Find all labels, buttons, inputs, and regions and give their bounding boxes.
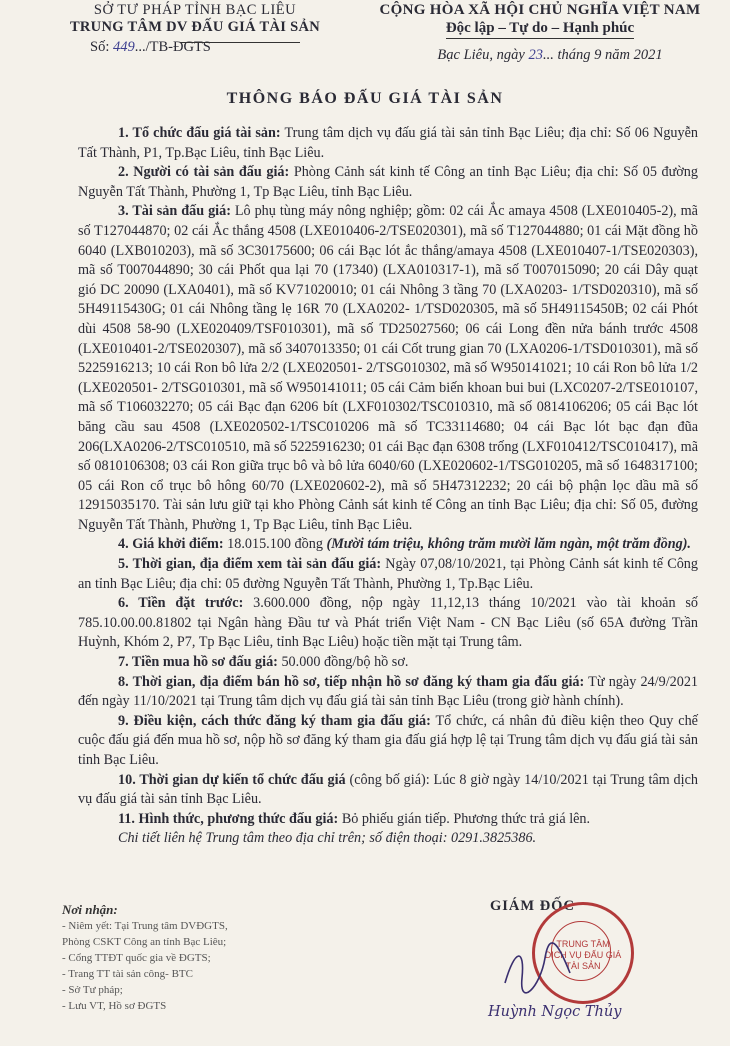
document-header <box>0 2 730 72</box>
item-4-amount-words: (Mười tám triệu, không trăm mười lăm ngàn, một trăm đồng). <box>326 536 691 553</box>
item-11 <box>78 810 698 830</box>
document-body <box>78 124 698 849</box>
item-3-label: 3. Tài sản đấu giá: <box>118 203 231 220</box>
recipient-line: - Lưu VT, Hồ sơ ĐGTS <box>62 1000 167 1012</box>
item-4-text: 18.015.100 đồng <box>223 536 327 553</box>
signature-scrawl <box>500 938 580 998</box>
item-11-label: 11. Hình thức, phương thức đấu giá: <box>118 810 339 827</box>
nation-name: CỘNG HÒA XÃ HỘI CHỦ NGHĨA VIỆT NAM <box>379 2 701 18</box>
item-7-text: 50.000 đồng/bộ hồ sơ. <box>277 654 409 671</box>
item-10 <box>78 771 698 810</box>
document-number: Số: 449.../TB-ĐGTS <box>90 39 211 55</box>
date-day-handwritten: 23 <box>528 47 543 63</box>
item-5-text: Ngày 07,08/10/2021, tại Phòng Cảnh sát kinh tế Công an tỉnh Bạc Liêu; địa chỉ: 05 đường Nguyễn Tất Thành, Phường 1, Tp.Bạc Liêu. <box>78 556 698 592</box>
item-9 <box>78 712 698 771</box>
item-7 <box>78 653 698 673</box>
doc-number-handwritten: 449 <box>112 39 135 55</box>
doc-number-prefix: Số: <box>90 39 110 55</box>
issuer-block <box>50 2 340 56</box>
recipients-block <box>62 902 322 1014</box>
nation-motto: Độc lập – Tự do – Hạnh phúc <box>446 20 634 39</box>
item-2-label: 2. Người có tài sản đấu giá: <box>118 164 290 181</box>
item-4 <box>78 535 698 555</box>
signature-block <box>470 898 670 1038</box>
signer-role: GIÁM ĐỐC <box>490 898 575 914</box>
item-8-text: Từ ngày 24/9/2021 đến ngày 11/10/2021 tại Trung tâm dịch vụ đấu giá tài sản tỉnh Bạc Liêu (trong giờ hành chính). <box>78 673 699 710</box>
item-10-text: (công bố giá): Lúc 8 giờ ngày 14/10/2021 tại Trung tâm dịch vụ đấu giá tài sản tỉnh Bạc Liêu. <box>78 771 698 808</box>
seal-line: TRUNG TÂM <box>556 939 610 949</box>
item-3-text: Lô phụ tùng máy nông nghiệp; gồm: 02 cái Ắc amaya 4508 (LXE010405-2), mã số T127044870; 02 cái Ắc thắng 4508 (LXE010406-2/TSE020301), mã số T127044880; 01 cái Mặt đồng hồ 6040 (LXB010203), mã số 3C30175600; 06 cái Bạc lót ắc thắng/amaya 4508 (LXE010407-1/TSE020303), mã số T007044890; 30 cái Phốt qua lại 70 (17340) (LXA010317-1), mã số T007015090; 20 cái Dây quạt gió DC 20090 (LXA0401), mã số KV71020010; 01 cái Nhông 3 tầng 70 (LXA0203- 1/TSD020310), mã số 5H49115430G; 01 cái Nhông tầng lẹ 16R 70 (LXA0202- 1/TSD020305, mã số 5H49115450B; 02 cái Phót dùi 4508 58-90 (LXE020409/TSF010301), mã số TD25027560; 06 cái Long đền nửa bánh trước 4508 (LXE010401-2/TSE020307), mã số 3407013350; 01 cái Cốt trung gian 70 (LXA0206-1/TSD010301), mã số 5225916213; 10 cái Ron bô lửa 2/2 (LXE020501- 2/TSG010302, mã số W950141021; 10 cái Ron bô lửa 1/2 (LXE020501- 2/TSG010301, mã số W950141011; 05 cái Cảm biến khoan bui bui (LXC0207-2/TSE010107, mã số T106032270; 05 cái Bạc đạn 6206 bít (LXF010302/TSC010310, mã số 0814106206; 05 cái Bạc lót băng cầu sau 4508 (LXE020502-1/TSC010206 mã số TC33114680; 04 cái Bạc lót bạc đạn đũa 206(LXA0206-2/TSC010510, mã số 5225916230; 01 cái Bạc đạn 6308 trống (LXF010412/TSC010417), mã số 0810106308; 03 cái Ron giữa trục bô và bô lửa 6040/60 (LXE020602-1/TSG010205, mã số 1648317100; 05 cái Ron cổ trục bô hông 60/70 (LXE020602-2), mã số 5H47312232; 20 cái bộ phận lọc dầu mã số 12915035170. Tài sản lưu giữ tại kho Phòng Cảnh sát kinh tế Công an tỉnh Bạc Liêu; địa chỉ: Số 05, đường Nguyễn Tất Thành, Phường 1, Tp Bạc Liêu, tỉnh Bạc Liêu. <box>78 203 698 533</box>
doc-number-suffix: /TB-ĐGTS <box>145 39 211 55</box>
recipient-line: - Niêm yết: Tại Trung tâm DVĐGTS, <box>62 920 228 932</box>
recipient-line: - Trang TT tài sản công- BTC <box>62 968 193 980</box>
recipient-line: - Cổng TTĐT quốc gia về ĐGTS; <box>62 952 211 964</box>
item-5-label: 5. Thời gian, địa điểm xem tài sản đấu giá: <box>118 556 382 573</box>
document-title: THÔNG BÁO ĐẤU GIÁ TÀI SẢN <box>226 90 504 107</box>
item-2 <box>78 163 698 202</box>
issuer-department: SỞ TƯ PHÁP TỈNH BẠC LIÊU <box>93 2 297 18</box>
item-2-text: Phòng Cảnh sát kinh tế Công an tỉnh Bạc Liêu; địa chỉ: Số 05 đường Nguyễn Tất Thành, Phường 1, Tp Bạc Liêu, tỉnh Bạc Liêu. <box>78 164 698 200</box>
seal-line: TÀI SẢN <box>565 961 601 971</box>
item-11-text: Bỏ phiếu gián tiếp. Phương thức trả giá lên. <box>338 810 591 827</box>
recipients-title: Nơi nhận: <box>62 902 118 917</box>
item-9-text: Tổ chức, cá nhân đủ điều kiện theo Quy chế cuộc đấu giá đến mua hồ sơ, nộp hồ sơ đăng ký tham gia đấu giá hợp lệ tại Trung tâm dịch vụ đấu giá tài sản tỉnh Bạc Liêu. <box>78 712 698 768</box>
item-4-label: 4. Giá khởi điểm: <box>118 536 224 553</box>
contact-line: Chi tiết liên hệ Trung tâm theo địa chỉ trên; số điện thoại: 0291.3825386. <box>118 830 537 847</box>
item-7-label: 7. Tiền mua hồ sơ đấu giá: <box>118 654 278 671</box>
document-date: Bạc Liêu, ngày 23... tháng 9 năm 2021 <box>437 47 663 63</box>
item-1-label: 1. Tổ chức đấu giá tài sản: <box>118 125 281 141</box>
item-3 <box>78 202 698 535</box>
date-suffix: tháng 9 năm 2021 <box>557 47 663 63</box>
item-8 <box>78 673 698 712</box>
issuer-underline <box>180 42 300 43</box>
item-6 <box>78 594 698 653</box>
issuer-center: TRUNG TÂM DV ĐẤU GIÁ TÀI SẢN <box>69 19 321 35</box>
signer-name: Huỳnh Ngọc Thủy <box>488 1004 622 1020</box>
item-1 <box>78 124 698 163</box>
recipient-line: Phòng CSKT Công an tỉnh Bạc Liêu; <box>62 936 227 948</box>
item-6-text: 3.600.000 đồng, nộp ngày 11,12,13 tháng 10/2021 vào tài khoản số 785.10.00.00.81802 tại Ngân hàng Đầu tư và Phát triển Việt Nam - CN Bạc Liêu (số 65A đường Trần Huỳnh, Khóm 2, P7, Tp Bạc Liêu, tỉnh Bạc Liêu) hoặc tiền mặt tại Trung tâm. <box>78 595 698 651</box>
item-6-label: 6. Tiền đặt trước: <box>118 595 244 612</box>
date-prefix: Bạc Liêu, ngày <box>437 47 525 63</box>
item-1-text: Trung tâm dịch vụ đấu giá tài sản tỉnh Bạc Liêu; địa chỉ: Số 06 Nguyễn Tất Thành, P1, Tp.Bạc Liêu, tỉnh Bạc Liêu. <box>78 125 698 161</box>
item-5 <box>78 555 698 594</box>
recipient-line: - Sở Tư pháp; <box>62 984 123 996</box>
item-8-label: 8. Thời gian, địa điểm bán hồ sơ, tiếp nhận hồ sơ đăng ký tham gia đấu giá: <box>118 673 585 690</box>
seal-line: DỊCH VỤ ĐẤU GIÁ <box>544 950 622 960</box>
nation-block <box>350 2 730 64</box>
item-10-label: 10. Thời gian dự kiến tổ chức đấu giá <box>118 771 346 788</box>
item-9-label: 9. Điều kiện, cách thức đăng ký tham gia đấu giá: <box>118 712 431 729</box>
